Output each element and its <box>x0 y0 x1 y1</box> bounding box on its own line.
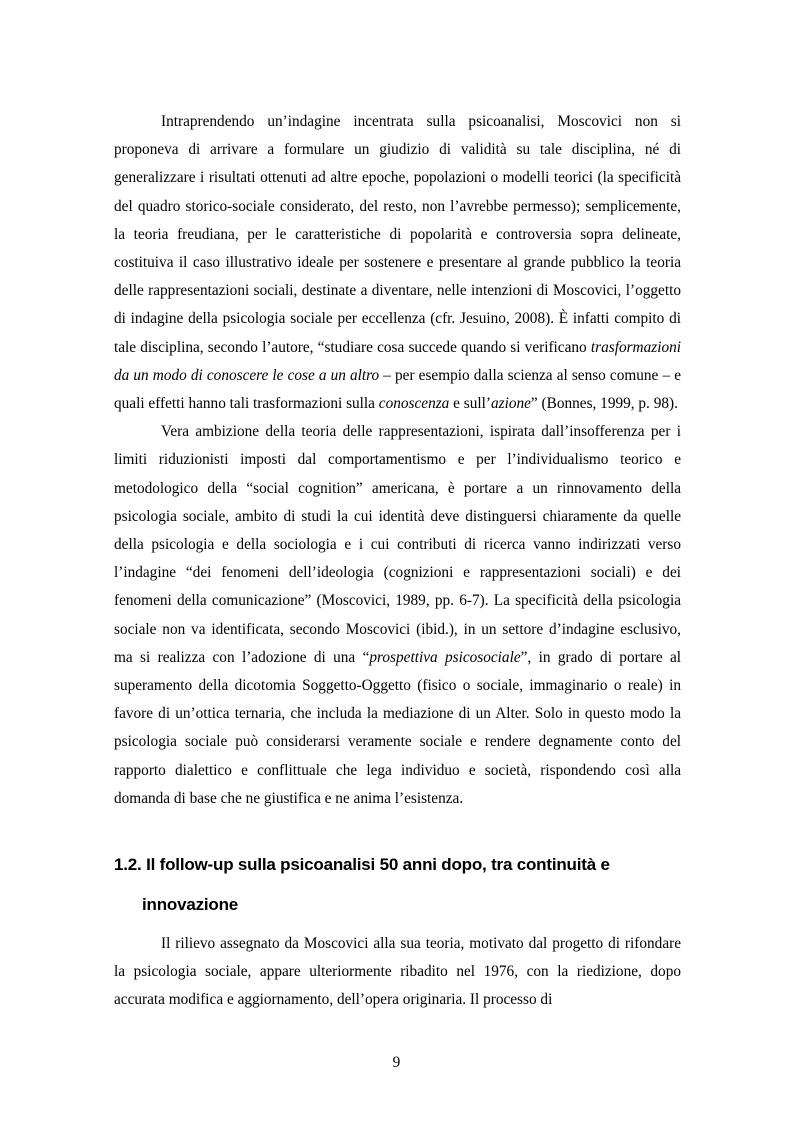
text-run: Il rilievo assegnato da Moscovici alla sua teoria, motivato dal progetto di rifondare la psicologia sociale, appare ulteriormente ribadito nel 1976, con la riedizione, dopo accurata modifica e aggiornamento, dell’opera originaria. Il processo di <box>114 935 681 1009</box>
paragraph-1 <box>114 108 681 418</box>
paragraph-2 <box>114 418 681 813</box>
italic-text: trasformazioni da un modo di conoscere le cose a un altro <box>114 338 681 384</box>
page-number: 9 <box>392 1054 401 1071</box>
text-run: ”, in grado di portare al superamento della dicotomia Soggetto-Oggetto (fisico o sociale, immaginario o reale) in favore di un’ottica ternaria, che includa la mediazione di un Alter. Solo in questo modo la psicologia sociale può considerarsi veramente sociale e rendere degnamente conto del rapporto dialettico e conflittuale che lega individuo e società, rispondendo così alla domanda di base che ne giustifica e ne anima l’esistenza. <box>114 648 682 807</box>
text-run: ” (Bonnes, 1999, p. 98). <box>530 395 678 413</box>
body-text-top <box>114 108 681 813</box>
text-run: – per esempio dalla scienza al senso comune – e quali effetti hanno tali trasformazioni sulla <box>114 366 681 413</box>
text-run: Vera ambizione della teoria delle rappresentazioni, ispirata dall’insofferenza per i limiti riduzionisti imposti dal comportamentismo e per l’individualismo teorico e metodologico della “social cognition” americana, è portare a un rinnovamento della psicologia sociale, ambito di studi la cui identità deve distinguersi chiaramente da quelle della psicologia e della sociologia e i cui contributi di ricerca vanno indirizzati verso l’indagine “dei fenomeni dell’ideologia (cognizioni e rappresentazioni sociali) e dei fenomeni della comunicazione” (Moscovici, 1989, pp. 6-7). La specificità della psicologia sociale non va identificata, secondo Moscovici (ibid.), in un settore d’indagine esclusivo, ma si realizza con l’adozione di una “ <box>114 423 681 666</box>
section-heading: 1.2. Il follow-up sulla psicoanalisi 50 anni dopo, tra continuità e innovazione <box>114 855 610 914</box>
body-text-bottom <box>114 930 681 1015</box>
italic-text: conoscenza <box>378 395 450 413</box>
italic-text: prospettiva psicosociale <box>369 648 521 666</box>
paragraph-3 <box>114 930 681 1015</box>
text-run: Intraprendendo un’indagine incentrata sulla psicoanalisi, Moscovici non si proponeva di arrivare a formulare un giudizio di validità su tale disciplina, né di generalizzare i risultati ottenuti ad altre epoche, popolazioni o modelli teorici (la specificità del quadro storico-sociale considerato, del resto, non l’avrebbe permesso); semplicemente, la teoria freudiana, per le caratteristiche di popolarità e controversia sopra delineate, costituiva il caso illustrativo ideale per sostenere e presentare al grande pubblico la teoria delle rappresentazioni sociali, destinate a diventare, nelle intenzioni di Moscovici, l’oggetto di indagine della psicologia sociale per eccellenza (cfr. Jesuino, 2008). È infatti compito di tale disciplina, secondo l’autore, “studiare cosa succede quando si verificano <box>114 113 681 356</box>
italic-text: azione <box>490 395 531 413</box>
text-run: e sull’ <box>449 395 491 413</box>
